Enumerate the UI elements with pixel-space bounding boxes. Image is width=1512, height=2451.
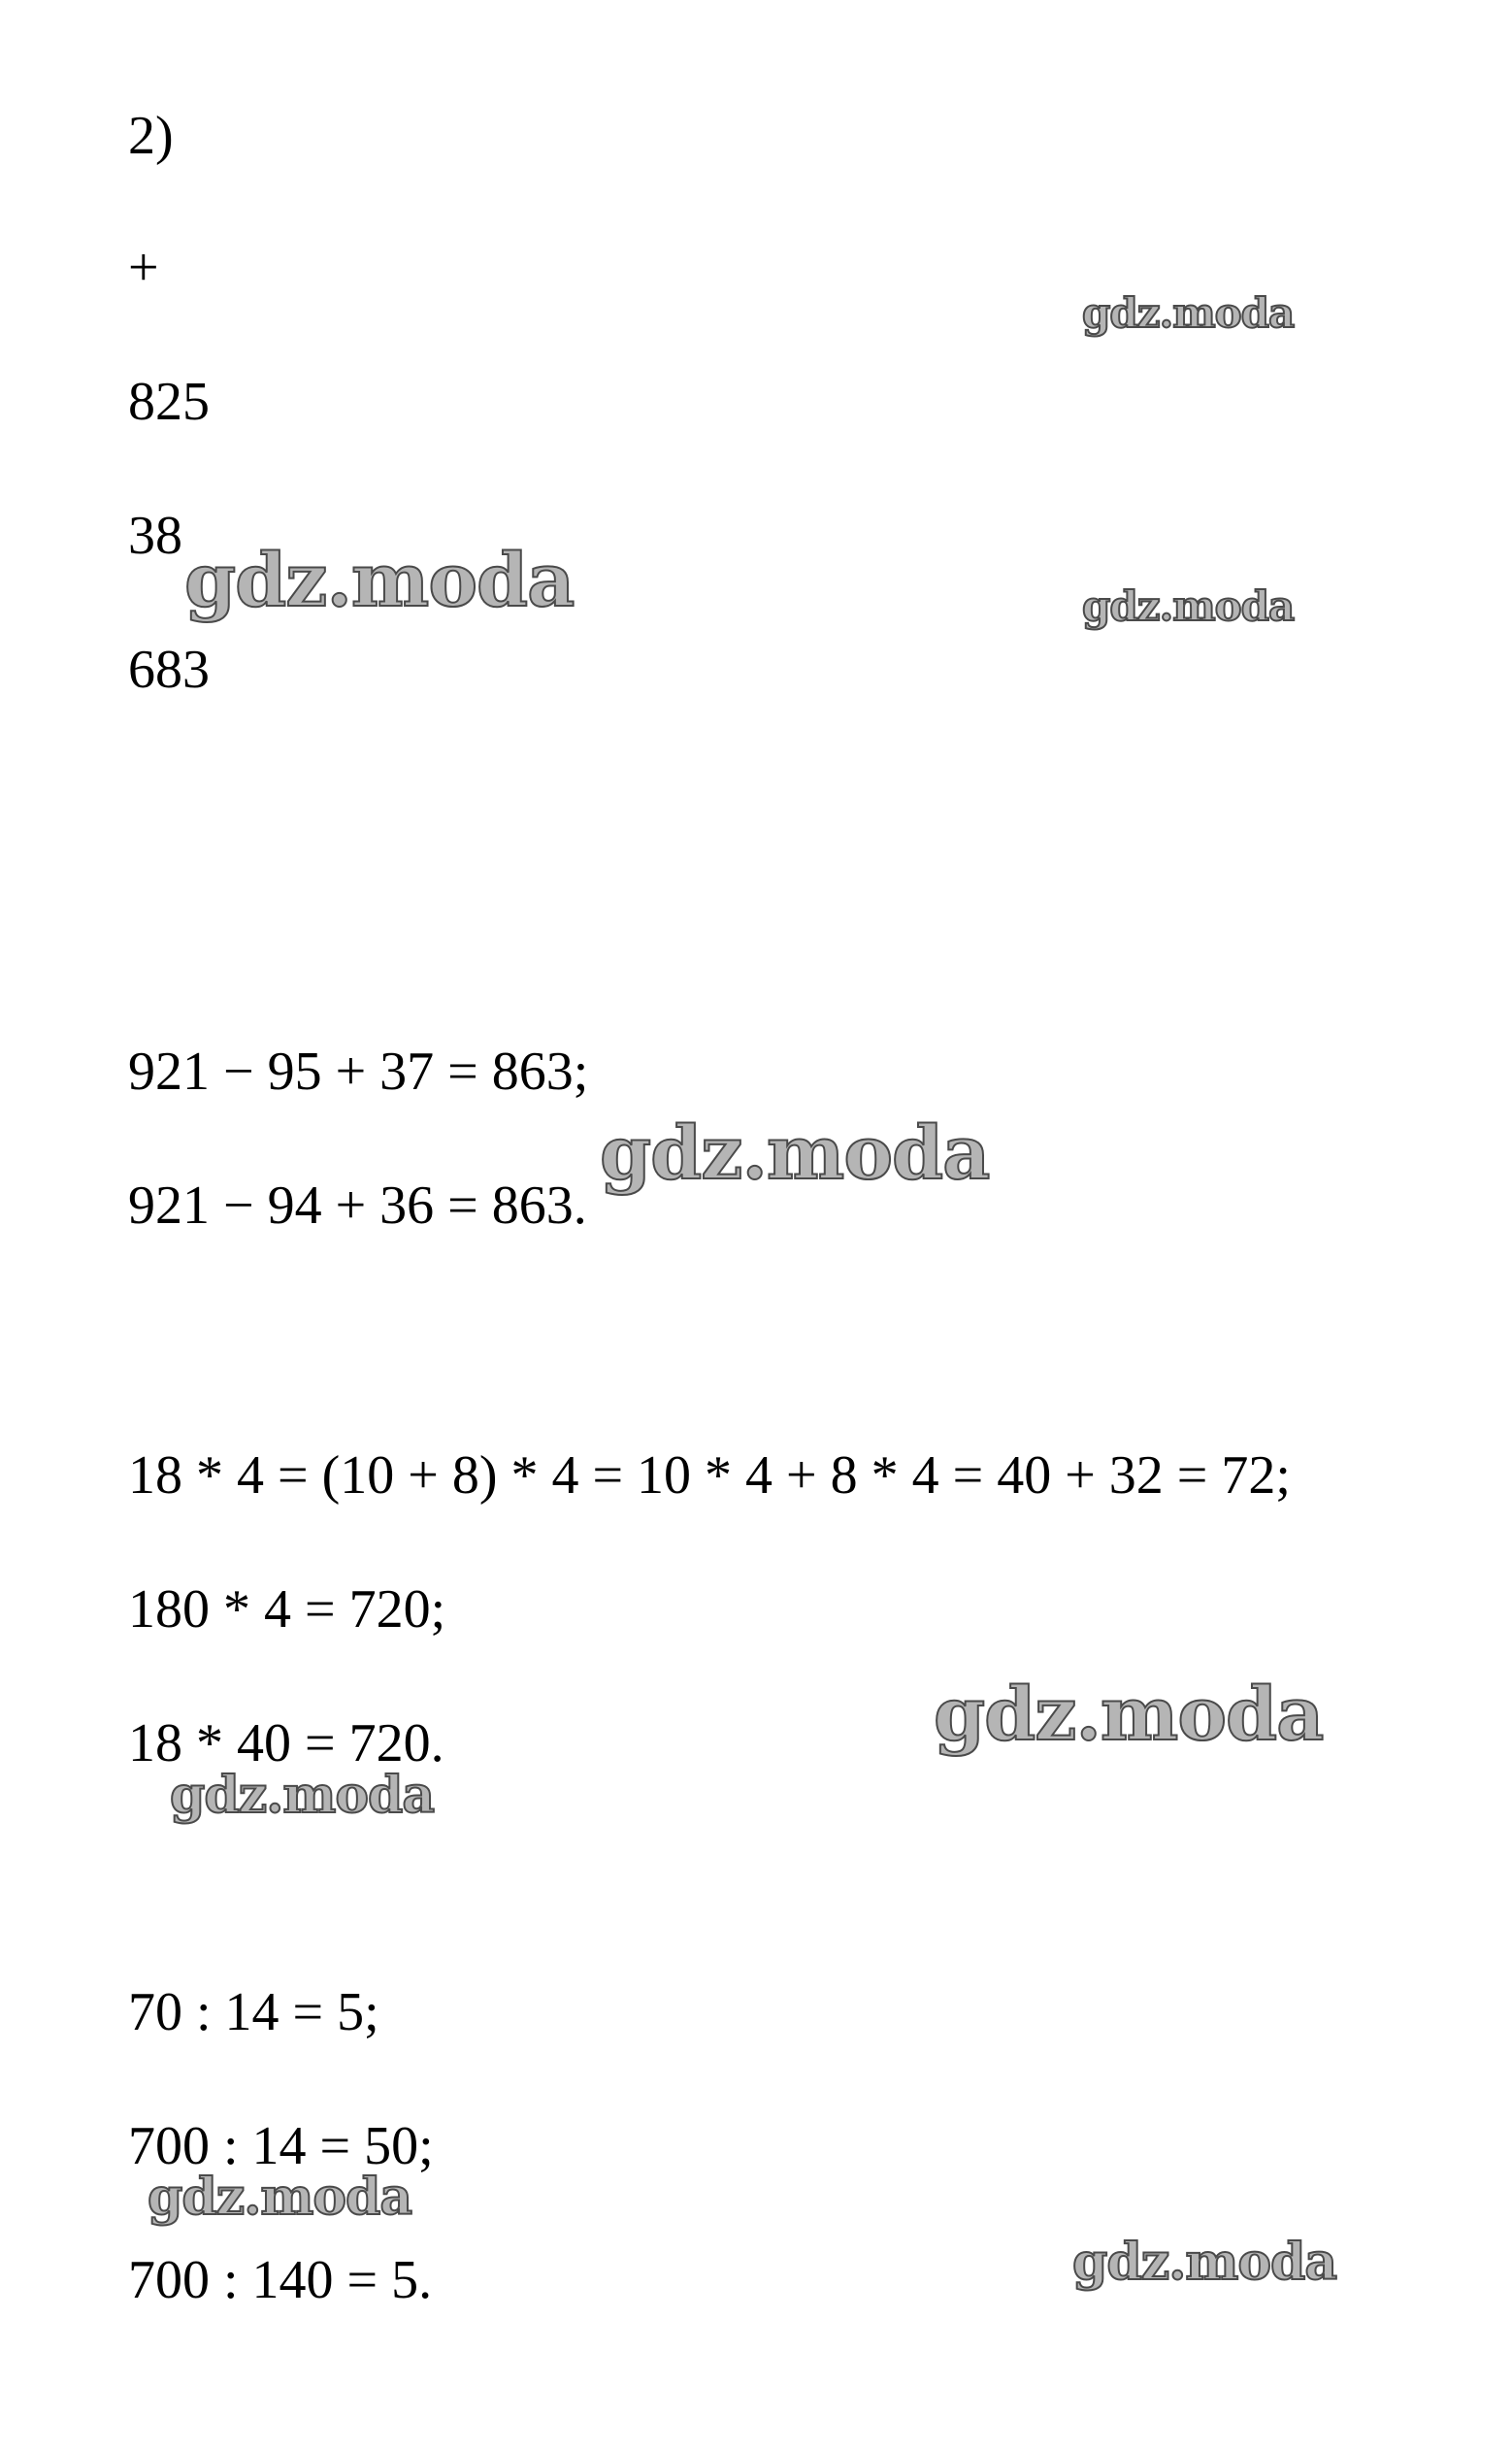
watermark-logo: gdz.moda: [1072, 2233, 1337, 2292]
addition-operator: +: [128, 238, 159, 298]
equation-7: 700 : 14 = 50;: [128, 2116, 434, 2176]
equation-2: 921 − 94 + 36 = 863.: [128, 1176, 587, 1236]
addition-result: 683: [128, 640, 210, 700]
watermark-logo: gdz.moda: [148, 2168, 412, 2227]
equation-6: 70 : 14 = 5;: [128, 1982, 379, 2042]
addition-operand-2: 38: [128, 506, 182, 566]
addition-operand-1: 825: [128, 372, 210, 432]
equation-5: 18 * 40 = 720.: [128, 1713, 444, 1773]
section-label: 2): [128, 106, 174, 166]
watermark-logo: gdz.moda: [1082, 582, 1295, 630]
equation-3: 18 * 4 = (10 + 8) * 4 = 10 * 4 + 8 * 4 = 40 + 32 = 72;: [128, 1445, 1291, 1506]
equation-4: 180 * 4 = 720;: [128, 1579, 446, 1640]
equation-8: 700 : 140 = 5.: [128, 2250, 433, 2310]
watermark-logo: gdz.moda: [934, 1671, 1324, 1757]
watermark-logo: gdz.moda: [184, 537, 575, 623]
watermark-logo: gdz.moda: [170, 1766, 435, 1825]
watermark-logo: gdz.moda: [600, 1110, 990, 1196]
equation-1: 921 − 95 + 37 = 863;: [128, 1042, 589, 1102]
watermark-logo: gdz.moda: [1082, 289, 1295, 337]
